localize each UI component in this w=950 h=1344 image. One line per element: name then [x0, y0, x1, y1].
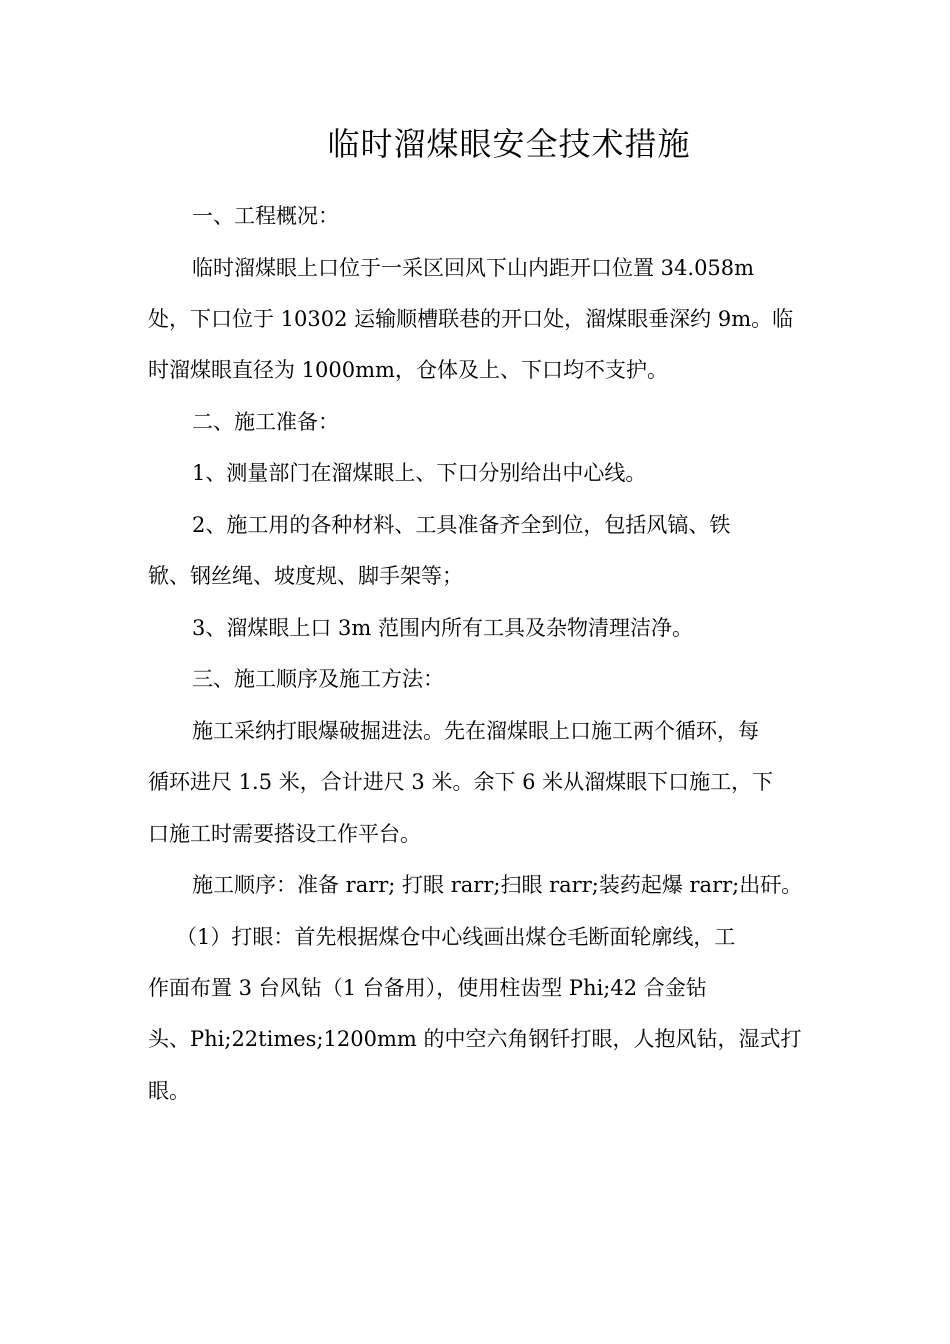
paragraph-line: 处，下口位于 10302 运输顺槽联巷的开口处，溜煤眼垂深约 9m。临 [148, 307, 794, 331]
paragraph-line: 头、Phi;22times;1200mm 的中空六角钢钎打眼，人抱风钻，湿式打 [148, 1027, 802, 1051]
paragraph-line: 口施工时需要搭设工作平台。 [148, 822, 421, 846]
section-heading-overview: 一、工程概况： [192, 204, 339, 228]
paragraph-line: （1）打眼：首先根据煤仓中心线画出煤仓毛断面轮廓线，工 [176, 925, 736, 949]
paragraph-line: 施工采纳打眼爆破掘进法。先在溜煤眼上口施工两个循环，每 [192, 719, 759, 743]
paragraph-line: 循环进尺 1.5 米，合计进尺 3 米。余下 6 米从溜煤眼下口施工，下 [148, 770, 774, 794]
paragraph-line: 2、施工用的各种材料、工具准备齐全到位，包括风镐、铁 [192, 513, 731, 537]
paragraph-line: 时溜煤眼直径为 1000mm，仓体及上、下口均不支护。 [148, 358, 668, 382]
section-heading-preparation: 二、施工准备： [192, 410, 339, 434]
paragraph-line: 作面布置 3 台风钻（1 台备用），使用柱齿型 Phi;42 合金钻 [148, 976, 707, 1000]
paragraph-line: 施工顺序：准备 rarr; 打眼 rarr;扫眼 rarr;装药起爆 rarr;出矸。 [192, 873, 803, 897]
paragraph-line: 3、溜煤眼上口 3m 范围内所有工具及杂物清理洁净。 [192, 616, 693, 640]
section-heading-sequence: 三、施工顺序及施工方法： [192, 667, 444, 691]
document-title: 临时溜煤眼安全技术措施 [327, 125, 691, 163]
paragraph-line: 眼。 [148, 1079, 190, 1103]
paragraph-line: 临时溜煤眼上口位于一采区回风下山内距开口位置 34.058m [192, 256, 755, 280]
paragraph-line: 1、测量部门在溜煤眼上、下口分别给出中心线。 [192, 461, 647, 485]
paragraph-line: 锨、钢丝绳、坡度规、脚手架等； [148, 564, 463, 588]
